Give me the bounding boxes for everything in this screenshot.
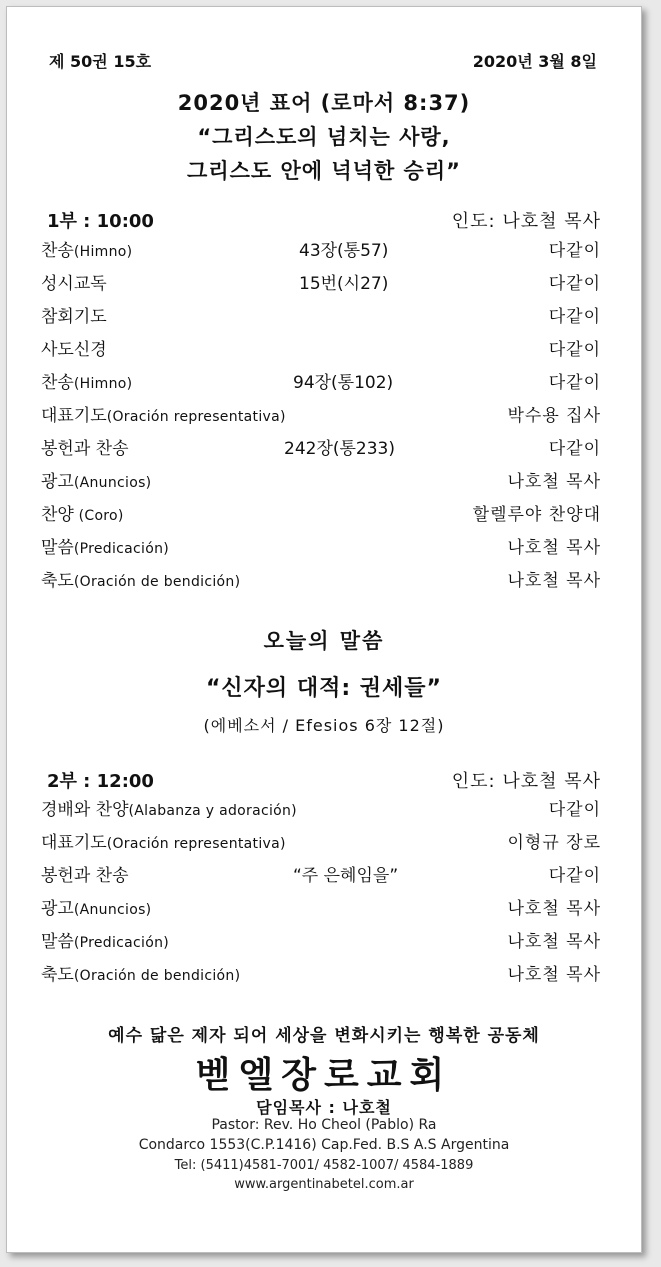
order-item-leader: 다같이	[548, 307, 601, 327]
order-item-title: 말씀	[41, 932, 74, 952]
order-item-label	[41, 369, 132, 398]
order-item-label	[41, 336, 107, 365]
order-item-title: 축도	[41, 571, 74, 591]
order-item-leader: 다같이	[548, 373, 601, 393]
order-item-title: 사도신경	[41, 340, 107, 360]
senior-pastor-en: Pastor: Rev. Ho Cheol (Pablo) Ra	[211, 1117, 437, 1133]
order-item-leader: 다같이	[548, 800, 601, 820]
order-item-leader: 할렐루야 찬양대	[472, 505, 601, 525]
service-1-leader: 인도: 나호철 목사	[451, 211, 601, 232]
order-item-subtitle: (Oración representativa)	[106, 409, 286, 425]
order-item-title: 찬송	[41, 373, 74, 393]
church-name: 벧엘장로교회	[195, 1055, 453, 1096]
order-item-label	[41, 534, 169, 563]
service1-item	[41, 501, 601, 529]
order-item-title: 찬송	[41, 241, 74, 261]
order-item-leader: 나호철 목사	[507, 538, 601, 558]
order-item-hymn: 15번(시27)	[299, 274, 389, 294]
service2-item	[41, 862, 601, 890]
order-item-label	[41, 895, 151, 924]
motto-line-2: “그리스도의 넘치는 사랑,	[197, 125, 451, 149]
church-slogan: 예수 닮은 제자 되어 세상을 변화시키는 행복한 공동체	[108, 1026, 540, 1046]
order-item-subtitle: (Oración representativa)	[106, 836, 286, 852]
order-item-leader: 다같이	[548, 340, 601, 360]
order-item-label	[41, 567, 240, 596]
service-2-time: 2부 : 12:00	[47, 771, 154, 792]
order-item-subtitle: (Himno)	[73, 376, 133, 392]
order-item-label	[41, 237, 132, 266]
order-item-title: 봉헌과 찬송	[41, 439, 129, 459]
bulletin-page	[6, 6, 642, 1253]
service1-item	[41, 567, 601, 595]
order-item-label	[41, 829, 286, 858]
order-item-title: 대표기도	[41, 406, 107, 426]
order-item-label	[41, 796, 297, 825]
order-item-label	[41, 501, 124, 530]
service1-item	[41, 369, 601, 397]
order-item-title: 대표기도	[41, 833, 107, 853]
order-item-subtitle: (Predicación)	[73, 541, 170, 557]
bulletin-date: 2020년 3월 8일	[472, 52, 597, 71]
order-item-leader: 나호철 목사	[507, 899, 601, 919]
order-item-title: 경배와 찬양	[41, 800, 129, 820]
motto-line-3: 그리스도 안에 넉넉한 승리”	[187, 159, 461, 183]
motto-line-1: 2020년 표어 (로마서 8:37)	[177, 91, 471, 115]
order-item-subtitle: (Oración de bendición)	[73, 968, 241, 984]
order-item-label	[41, 303, 107, 332]
service2-item	[41, 895, 601, 923]
order-item-label	[41, 961, 240, 990]
order-item-hymn: “주 은혜임을”	[293, 866, 399, 886]
order-item-leader: 다같이	[548, 241, 601, 261]
order-item-label	[41, 270, 107, 299]
order-item-label	[41, 435, 129, 464]
order-item-leader: 다같이	[548, 866, 601, 886]
order-item-title: 광고	[41, 472, 74, 492]
service-2-leader: 인도: 나호철 목사	[451, 771, 601, 792]
sermon-heading: 오늘의 말씀	[263, 629, 385, 653]
order-item-label	[41, 468, 151, 497]
order-item-leader: 다같이	[548, 439, 601, 459]
service1-item	[41, 336, 601, 364]
service1-item	[41, 303, 601, 331]
church-telephone: Tel: (5411)4581-7001/ 4582-1007/ 4584-1889	[174, 1158, 474, 1173]
order-item-title: 광고	[41, 899, 74, 919]
service1-item	[41, 402, 601, 430]
church-website: www.argentinabetel.com.ar	[234, 1177, 414, 1192]
order-item-label	[41, 862, 129, 891]
service-1-time: 1부 : 10:00	[47, 211, 154, 232]
order-item-title: 축도	[41, 965, 74, 985]
service2-item	[41, 928, 601, 956]
order-item-title: 말씀	[41, 538, 74, 558]
service2-item	[41, 829, 601, 857]
service1-item	[41, 468, 601, 496]
issue-number: 제 50권 15호	[49, 52, 152, 71]
sermon-title: “신자의 대적: 권세들”	[205, 676, 443, 701]
order-item-label	[41, 402, 286, 431]
order-item-leader: 나호철 목사	[507, 932, 601, 952]
church-address: Condarco 1553(C.P.1416) Cap.Fed. B.S A.S Argentina	[138, 1137, 510, 1153]
order-item-hymn: 43장(통57)	[299, 241, 389, 261]
order-item-leader: 다같이	[548, 274, 601, 294]
service1-item	[41, 435, 601, 463]
service1-item	[41, 270, 601, 298]
order-item-subtitle: (Anuncios)	[73, 475, 152, 491]
order-item-title: 봉헌과 찬송	[41, 866, 129, 886]
order-item-leader: 박수용 집사	[507, 406, 601, 426]
order-item-leader: 이형규 장로	[507, 833, 601, 853]
order-item-title: 성시교독	[41, 274, 107, 294]
service1-item	[41, 534, 601, 562]
order-item-hymn: 242장(통233)	[284, 439, 396, 459]
order-item-label	[41, 928, 169, 957]
order-item-subtitle: (Predicación)	[73, 935, 170, 951]
sermon-reference: (에베소서 / Efesios 6장 12절)	[203, 716, 445, 735]
service2-item	[41, 961, 601, 989]
senior-pastor-ko: 담임목사 : 나호철	[256, 1098, 392, 1117]
order-item-subtitle: (Himno)	[73, 244, 133, 260]
order-item-subtitle: (Oración de bendición)	[73, 574, 241, 590]
order-item-title: 찬양	[41, 505, 74, 525]
service1-item	[41, 237, 601, 265]
order-item-subtitle: (Alabanza y adoración)	[128, 803, 297, 819]
order-item-title: 참회기도	[41, 307, 107, 327]
order-item-subtitle: (Coro)	[73, 508, 124, 524]
service2-item	[41, 796, 601, 824]
order-item-subtitle: (Anuncios)	[73, 902, 152, 918]
order-item-leader: 나호철 목사	[507, 472, 601, 492]
order-item-hymn: 94장(통102)	[293, 373, 394, 393]
order-item-leader: 나호철 목사	[507, 571, 601, 591]
order-item-leader: 나호철 목사	[507, 965, 601, 985]
